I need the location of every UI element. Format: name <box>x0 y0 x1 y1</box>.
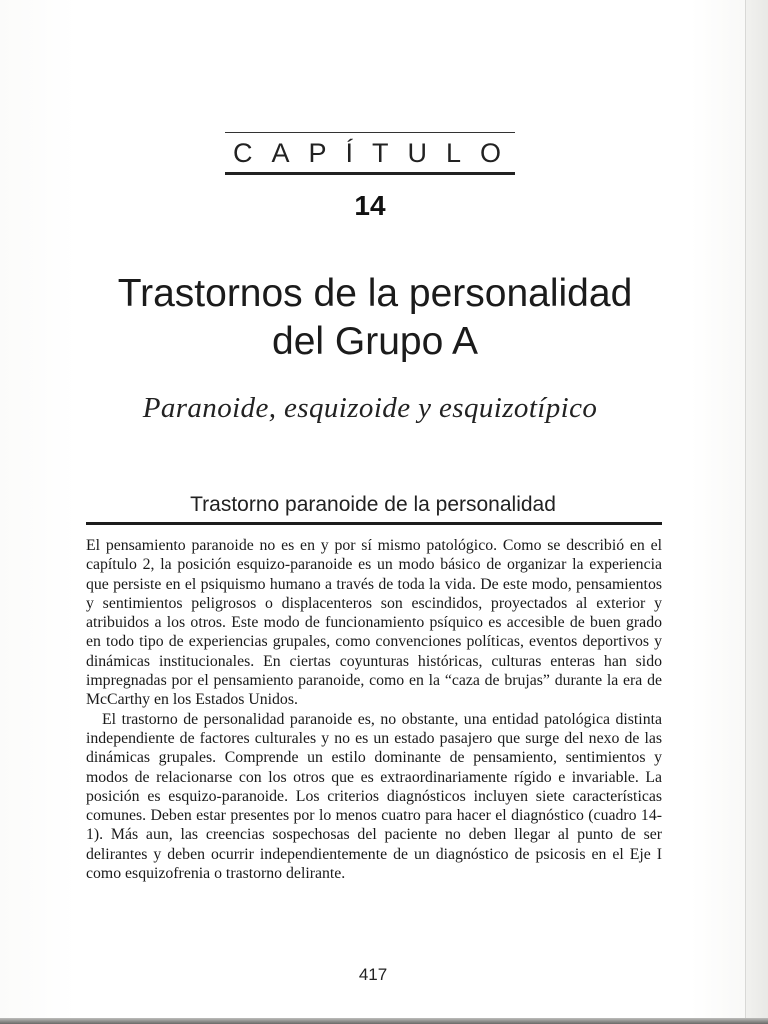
chapter-label: CAPÍTULO <box>233 138 521 168</box>
chapter-rule-bottom <box>225 172 515 175</box>
body-text <box>86 536 662 883</box>
section-rule <box>86 522 662 525</box>
paragraph-1: El pensamiento paranoide no es en y por sí mismo patológico. Como se describió en el capítulo 2, la posición esquizo-paranoide es un modo básico de organizar la experiencia que persiste en el psiquismo humano a través de toda la vida. De este modo, pensamientos y sentimientos peligrosos o displacenteros son escindidos, proyectados al exterior y atribuidos a los otros. Este modo de funcionamiento psíquico es accesible de buen grado en todo tipo de experiencias grupales, como convenciones políticas, eventos deportivos y dinámicas institucionales. En ciertas coyunturas históricas, culturas enteras han sido impregnadas por el pensamiento paranoide, como en la “caza de brujas” durante la era de McCarthy en los Estados Unidos. <box>86 537 662 709</box>
chapter-number: 14 <box>354 190 386 221</box>
section-heading: Trastorno paranoide de la personalidad <box>190 493 556 516</box>
chapter-title-line-1: Trastornos de la personalidad <box>117 272 633 315</box>
chapter-title <box>0 270 750 366</box>
page-bottom-edge <box>0 1018 768 1024</box>
chapter-title-line-2: del Grupo A <box>272 320 478 363</box>
chapter-header <box>225 132 521 175</box>
page-right-edge <box>745 0 768 1024</box>
paragraph-2: El trastorno de personalidad paranoide es, no obstante, una entidad patológica distinta independiente de factores culturales y no es un estado pasajero que surge del nexo de las dinámicas grupales. Comprende un estilo dominante de pensamiento, sentimientos y modos de relacionarse con los otros que es extraordinariamente rígido e invariable. La posición es esquizo-paranoide. Los criterios diagnósticos incluyen siete características comunes. Deben estar presentes por lo menos cuatro para hacer el diagnóstico (cuadro 14-1). Más aun, las creencias sospechosas del paciente no deben llegar al punto de ser delirantes y deben ocurrir independientemente de un diagnóstico de psicosis en el Eje I como esquizofrenia o trastorno delirante. <box>86 710 662 883</box>
chapter-rule-top <box>225 132 515 133</box>
page-number: 417 <box>358 965 388 984</box>
chapter-subtitle: Paranoide, esquizoide y esquizotípico <box>142 392 598 424</box>
